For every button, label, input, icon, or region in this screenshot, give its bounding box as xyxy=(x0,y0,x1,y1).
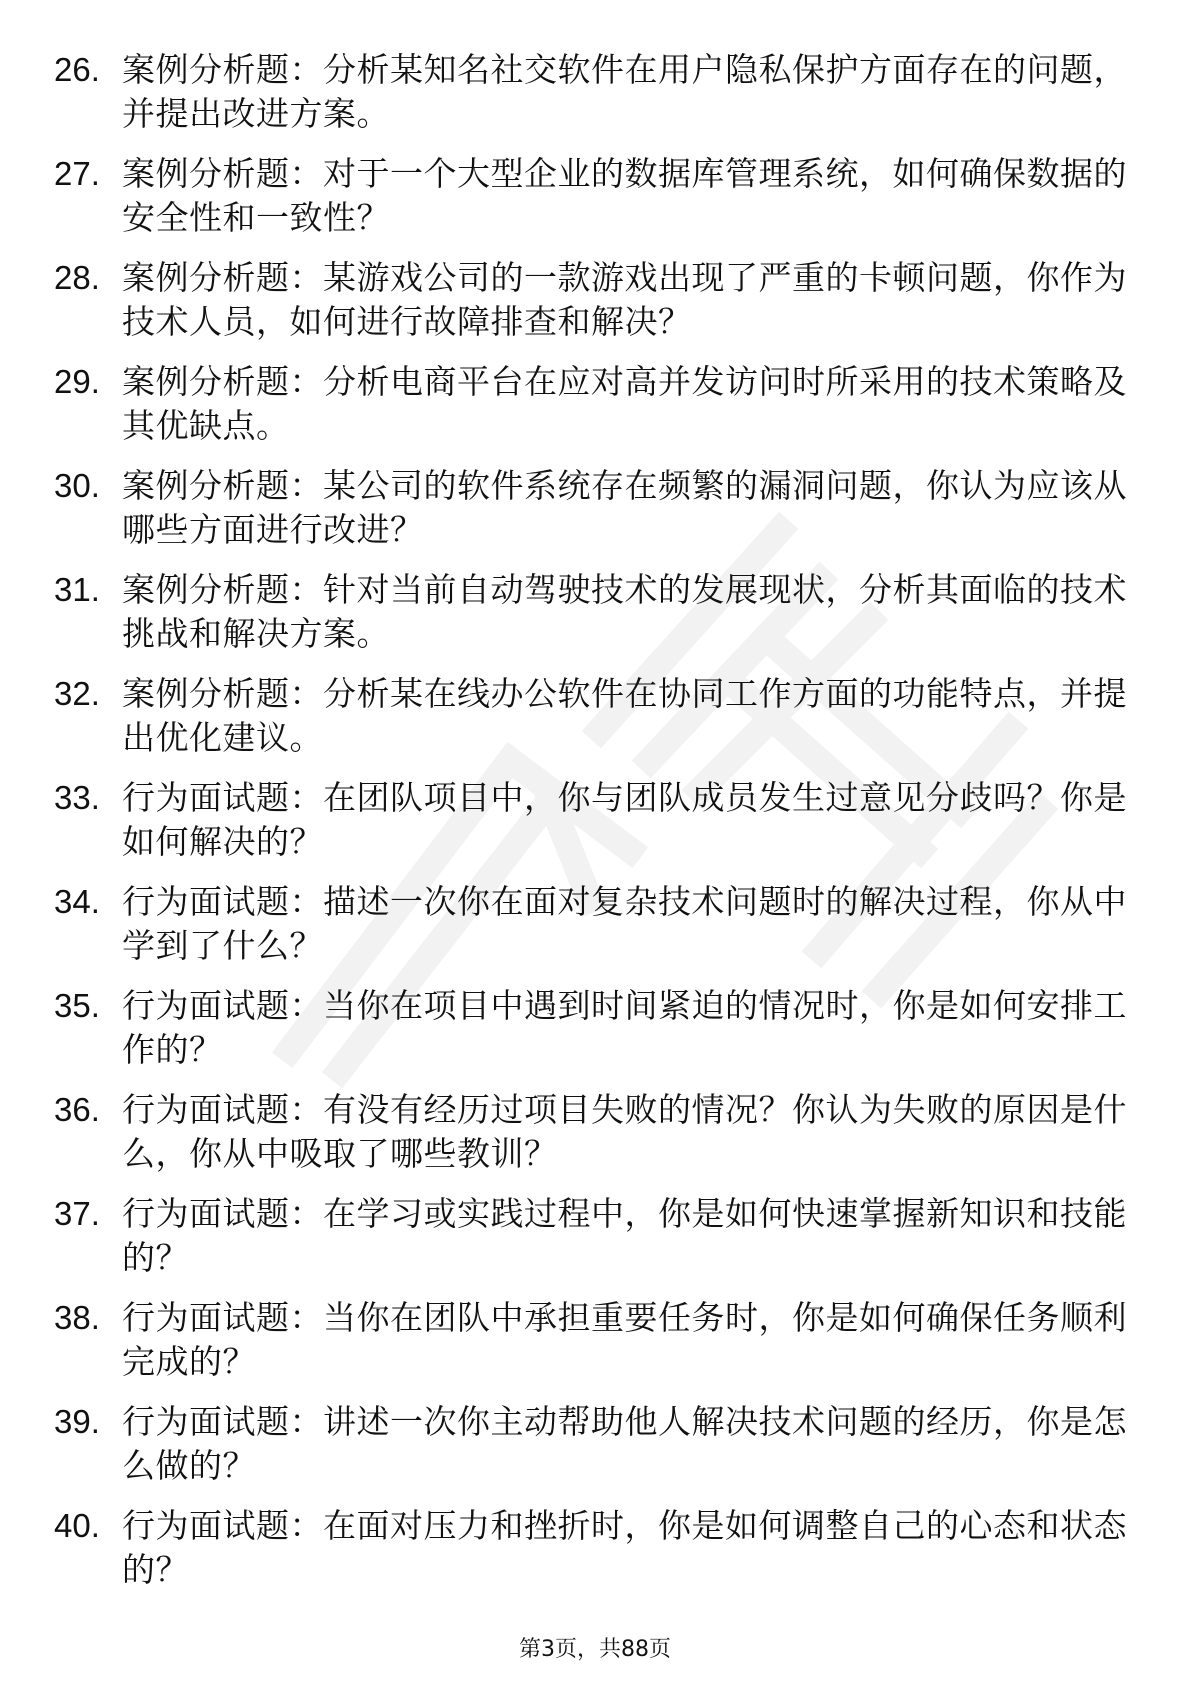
question-text: 讲述一次你主动帮助他人解决技术问题的经历，你是怎么做的？ xyxy=(122,1402,1127,1485)
question-type: 行为面试题： xyxy=(122,1194,323,1233)
question-item xyxy=(54,1192,1134,1296)
question-item xyxy=(54,776,1134,880)
question-number: 38. xyxy=(54,1299,100,1336)
question-number: 40. xyxy=(54,1507,100,1544)
question-item xyxy=(54,1296,1134,1400)
question-body xyxy=(122,672,1134,760)
question-body xyxy=(122,984,1134,1072)
question-text: 在学习或实践过程中，你是如何快速掌握新知识和技能的？ xyxy=(122,1194,1127,1277)
question-text: 分析电商平台在应对高并发访问时所采用的技术策略及其优缺点。 xyxy=(122,362,1127,445)
question-number: 31. xyxy=(54,571,100,608)
question-type: 案例分析题： xyxy=(122,570,323,609)
question-body xyxy=(122,1504,1134,1592)
page-number-label: 第3页，共88页 xyxy=(519,1637,671,1662)
question-item xyxy=(54,1400,1134,1504)
question-list xyxy=(54,48,1134,1608)
question-body xyxy=(122,1296,1134,1384)
question-number: 30. xyxy=(54,467,100,504)
question-body xyxy=(122,256,1134,344)
question-type: 行为面试题： xyxy=(122,1298,323,1337)
question-item xyxy=(54,880,1134,984)
question-body xyxy=(122,360,1134,448)
question-type: 行为面试题： xyxy=(122,1402,323,1441)
question-body xyxy=(122,152,1134,240)
question-number: 32. xyxy=(54,675,100,712)
question-body xyxy=(122,1400,1134,1488)
question-number: 29. xyxy=(54,363,100,400)
question-number: 28. xyxy=(54,259,100,296)
question-type: 行为面试题： xyxy=(122,1506,323,1545)
question-item xyxy=(54,360,1134,464)
question-item xyxy=(54,672,1134,776)
question-item xyxy=(54,464,1134,568)
question-item xyxy=(54,1504,1134,1608)
question-body xyxy=(122,464,1134,552)
question-text: 对于一个大型企业的数据库管理系统，如何确保数据的安全性和一致性？ xyxy=(122,154,1127,237)
question-type: 案例分析题： xyxy=(122,50,323,89)
question-number: 35. xyxy=(54,987,100,1024)
question-body xyxy=(122,776,1134,864)
question-type: 案例分析题： xyxy=(122,154,323,193)
question-body xyxy=(122,568,1134,656)
question-text: 某公司的软件系统存在频繁的漏洞问题，你认为应该从哪些方面进行改进？ xyxy=(122,466,1127,549)
question-type: 行为面试题： xyxy=(122,882,323,921)
question-number: 27. xyxy=(54,155,100,192)
question-number: 34. xyxy=(54,883,100,920)
question-type: 案例分析题： xyxy=(122,466,323,505)
question-type: 行为面试题： xyxy=(122,1090,323,1129)
question-item xyxy=(54,256,1134,360)
question-body xyxy=(122,48,1134,136)
question-item xyxy=(54,1088,1134,1192)
page-footer xyxy=(0,1632,1190,1663)
question-type: 案例分析题： xyxy=(122,258,323,297)
question-type: 案例分析题： xyxy=(122,674,323,713)
question-text: 当你在团队中承担重要任务时，你是如何确保任务顺利完成的？ xyxy=(122,1298,1127,1381)
question-text: 某游戏公司的一款游戏出现了严重的卡顿问题，你作为技术人员，如何进行故障排查和解决？ xyxy=(122,258,1127,341)
question-type: 行为面试题： xyxy=(122,778,323,817)
question-item xyxy=(54,568,1134,672)
question-text: 描述一次你在面对复杂技术问题时的解决过程，你从中学到了什么？ xyxy=(122,882,1127,965)
question-body xyxy=(122,1192,1134,1280)
question-type: 行为面试题： xyxy=(122,986,323,1025)
question-item xyxy=(54,48,1134,152)
question-body xyxy=(122,880,1134,968)
question-text: 针对当前自动驾驶技术的发展现状，分析其面临的技术挑战和解决方案。 xyxy=(122,570,1127,653)
question-item xyxy=(54,984,1134,1088)
question-text: 在面对压力和挫折时，你是如何调整自己的心态和状态的？ xyxy=(122,1506,1127,1589)
question-number: 36. xyxy=(54,1091,100,1128)
question-number: 26. xyxy=(54,51,100,88)
question-number: 33. xyxy=(54,779,100,816)
question-text: 在团队项目中，你与团队成员发生过意见分歧吗？你是如何解决的？ xyxy=(122,778,1127,861)
question-body xyxy=(122,1088,1134,1176)
question-text: 当你在项目中遇到时间紧迫的情况时，你是如何安排工作的？ xyxy=(122,986,1127,1069)
question-text: 分析某知名社交软件在用户隐私保护方面存在的问题，并提出改进方案。 xyxy=(122,50,1127,133)
question-text: 分析某在线办公软件在协同工作方面的功能特点，并提出优化建议。 xyxy=(122,674,1127,757)
question-text: 有没有经历过项目失败的情况？你认为失败的原因是什么，你从中吸取了哪些教训？ xyxy=(122,1090,1127,1173)
question-number: 39. xyxy=(54,1403,100,1440)
question-type: 案例分析题： xyxy=(122,362,323,401)
question-item xyxy=(54,152,1134,256)
question-number: 37. xyxy=(54,1195,100,1232)
